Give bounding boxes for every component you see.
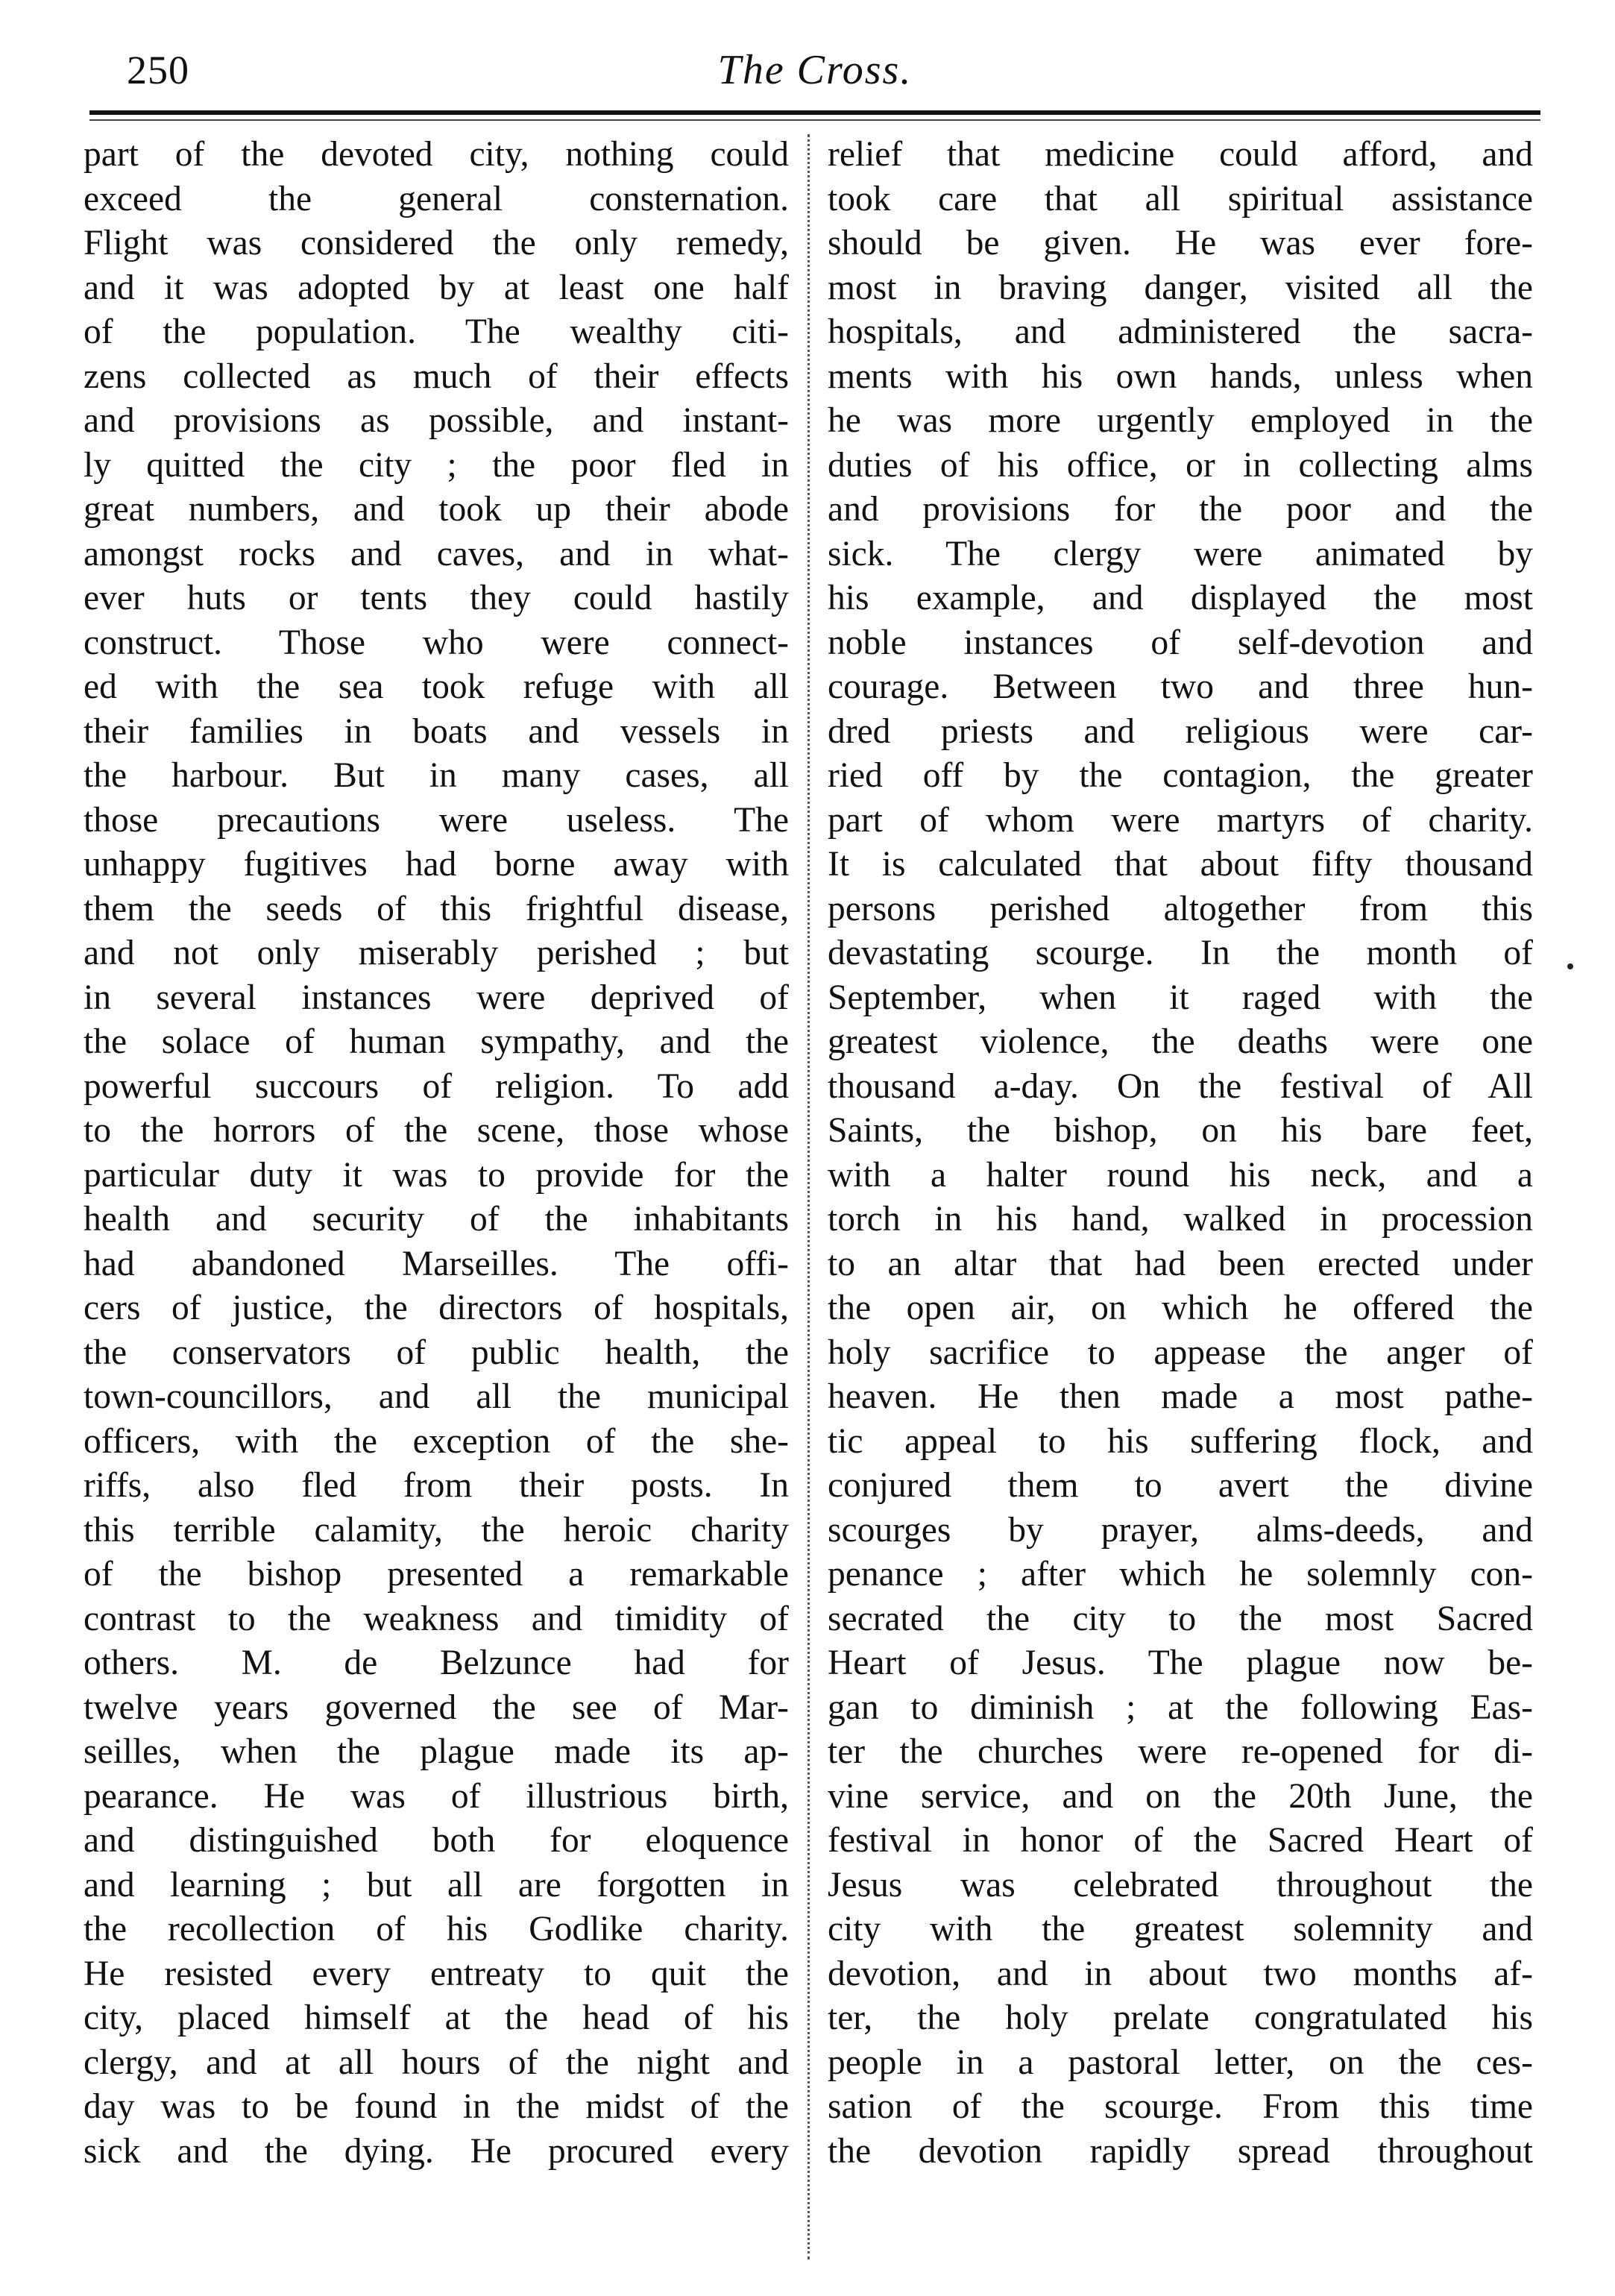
- text-line: part of whom were martyrs of charity.: [828, 800, 1533, 840]
- text-line: thousand a-day. On the festival of All: [828, 1066, 1533, 1106]
- text-line: with a halter round his neck, and a: [828, 1155, 1533, 1195]
- text-line: ly quitted the city ; the poor fled in: [84, 445, 789, 485]
- text-line: hospitals, and administered the sacra-: [828, 312, 1533, 351]
- text-line: and it was adopted by at least one half: [84, 268, 789, 307]
- text-line: the harbour. But in many cases, all: [84, 756, 789, 795]
- text-line: and not only miserably perished ; but: [84, 934, 789, 972]
- text-line: particular duty it was to provide for the: [84, 1155, 789, 1195]
- text-line: secrated the city to the most Sacred: [828, 1599, 1533, 1638]
- text-line: greatest violence, the deaths were one: [828, 1022, 1533, 1061]
- text-line: torch in his hand, walked in procession: [828, 1200, 1533, 1239]
- header-rule: [89, 110, 1540, 115]
- text-line: zens collected as much of their effects: [84, 356, 789, 396]
- column-divider: [808, 134, 810, 2259]
- text-line: He resisted every entreaty to quit the: [84, 1954, 789, 1993]
- text-line: contrast to the weakness and timidity of: [84, 1599, 789, 1638]
- text-line: most in braving danger, visited all the: [828, 268, 1533, 307]
- text-line: twelve years governed the see of Mar-: [84, 1688, 789, 1727]
- text-line: It is calculated that about fifty thousand: [828, 845, 1533, 884]
- text-line: penance ; after which he solemnly con-: [828, 1555, 1533, 1594]
- text-line: duties of his office, or in collecting alms: [828, 445, 1533, 485]
- text-line: the conservators of public health, the: [84, 1333, 789, 1372]
- text-line: ed with the sea took refuge with all: [84, 667, 789, 706]
- text-line: ried off by the contagion, the greater: [828, 756, 1533, 795]
- right-text-column: [828, 133, 1533, 2265]
- header-rule-thin: [89, 119, 1540, 121]
- text-line: his example, and displayed the most: [828, 579, 1533, 617]
- text-line: sation of the scourge. From this time: [828, 2087, 1533, 2126]
- text-line: ter the churches were re-opened for di-: [828, 1732, 1533, 1771]
- text-line: courage. Between two and three hun-: [828, 667, 1533, 706]
- text-line: amongst rocks and caves, and in what-: [84, 534, 789, 573]
- text-line: exceed the general consternation.: [84, 179, 789, 218]
- text-line: of the population. The wealthy citi-: [84, 312, 789, 351]
- text-line: and provisions for the poor and the: [828, 490, 1533, 529]
- text-line: he was more urgently employed in the: [828, 401, 1533, 440]
- text-line: sick. The clergy were animated by: [828, 534, 1533, 573]
- text-line: the devotion rapidly spread throughout: [828, 2131, 1533, 2171]
- text-line: the open air, on which he offered the: [828, 1289, 1533, 1327]
- text-line: Heart of Jesus. The plague now be-: [828, 1644, 1533, 1682]
- text-line: ter, the holy prelate congratulated his: [828, 1998, 1533, 2037]
- text-line: sick and the dying. He procured every: [84, 2131, 789, 2171]
- text-line: holy sacrifice to appease the anger of: [828, 1333, 1533, 1372]
- text-line: the solace of human sympathy, and the: [84, 1022, 789, 1061]
- text-line: heaven. He then made a most pathe-: [828, 1377, 1533, 1416]
- text-line: health and security of the inhabitants: [84, 1200, 789, 1239]
- text-line: and learning ; but all are forgotten in: [84, 1865, 789, 1905]
- text-line: ments with his own hands, unless when: [828, 356, 1533, 396]
- text-line: September, when it raged with the: [828, 978, 1533, 1017]
- text-line: them the seeds of this frightful disease,: [84, 889, 789, 928]
- text-line: unhappy fugitives had borne away with: [84, 845, 789, 884]
- text-line: officers, with the exception of the she-: [84, 1421, 789, 1461]
- text-line: cers of justice, the directors of hospitals,: [84, 1289, 789, 1327]
- text-line: the recollection of his Godlike charity.: [84, 1910, 789, 1949]
- text-line: day was to be found in the midst of the: [84, 2087, 789, 2126]
- text-line: Jesus was celebrated throughout the: [828, 1865, 1533, 1905]
- text-line: this terrible calamity, the heroic charity: [84, 1510, 789, 1550]
- text-line: tic appeal to his suffering flock, and: [828, 1421, 1533, 1461]
- text-line: those precautions were useless. The: [84, 800, 789, 840]
- text-line: conjured them to avert the divine: [828, 1466, 1533, 1505]
- text-line: city with the greatest solemnity and: [828, 1910, 1533, 1949]
- text-line: took care that all spiritual assistance: [828, 179, 1533, 218]
- text-line: to an altar that had been erected under: [828, 1244, 1533, 1283]
- text-line: part of the devoted city, nothing could: [84, 135, 789, 174]
- left-text-column: [84, 133, 789, 2265]
- text-line: devotion, and in about two months af-: [828, 1954, 1533, 1993]
- text-line: and distinguished both for eloquence: [84, 1821, 789, 1860]
- text-line: devastating scourge. In the month of: [828, 934, 1533, 972]
- text-line: seilles, when the plague made its ap-: [84, 1732, 789, 1771]
- text-line: town-councillors, and all the municipal: [84, 1377, 789, 1416]
- text-line: gan to diminish ; at the following Eas-: [828, 1688, 1533, 1727]
- text-line: their families in boats and vessels in: [84, 711, 789, 751]
- text-line: vine service, and on the 20th June, the: [828, 1776, 1533, 1816]
- text-line: ever huts or tents they could hastily: [84, 579, 789, 617]
- text-line: pearance. He was of illustrious birth,: [84, 1776, 789, 1816]
- text-line: to the horrors of the scene, those whose: [84, 1111, 789, 1150]
- text-line: in several instances were deprived of: [84, 978, 789, 1017]
- text-line: dred priests and religious were car-: [828, 711, 1533, 751]
- running-title: The Cross.: [717, 47, 913, 93]
- text-line: and provisions as possible, and instant-: [84, 401, 789, 440]
- text-line: festival in honor of the Sacred Heart of: [828, 1821, 1533, 1860]
- text-line: had abandoned Marseilles. The offi-: [84, 1244, 789, 1283]
- text-line: Flight was considered the only remedy,: [84, 224, 789, 262]
- text-line: Saints, the bishop, on his bare feet,: [828, 1111, 1533, 1150]
- text-line: should be given. He was ever fore-: [828, 224, 1533, 262]
- text-line: people in a pastoral letter, on the ces-: [828, 2042, 1533, 2082]
- page-header: [89, 39, 1540, 101]
- text-line: persons perished altogether from this: [828, 889, 1533, 928]
- text-line: powerful succours of religion. To add: [84, 1066, 789, 1106]
- text-line: scourges by prayer, alms-deeds, and: [828, 1510, 1533, 1550]
- page-number: 250: [127, 48, 189, 92]
- text-line: others. M. de Belzunce had for: [84, 1644, 789, 1682]
- text-line: clergy, and at all hours of the night and: [84, 2042, 789, 2082]
- text-line: noble instances of self-devotion and: [828, 623, 1533, 662]
- text-line: city, placed himself at the head of his: [84, 1998, 789, 2037]
- text-line: riffs, also fled from their posts. In: [84, 1466, 789, 1505]
- text-line: great numbers, and took up their abode: [84, 490, 789, 529]
- text-line: of the bishop presented a remarkable: [84, 1555, 789, 1594]
- ink-speck: [1567, 963, 1573, 969]
- text-line: relief that medicine could afford, and: [828, 135, 1533, 174]
- text-line: construct. Those who were connect-: [84, 623, 789, 662]
